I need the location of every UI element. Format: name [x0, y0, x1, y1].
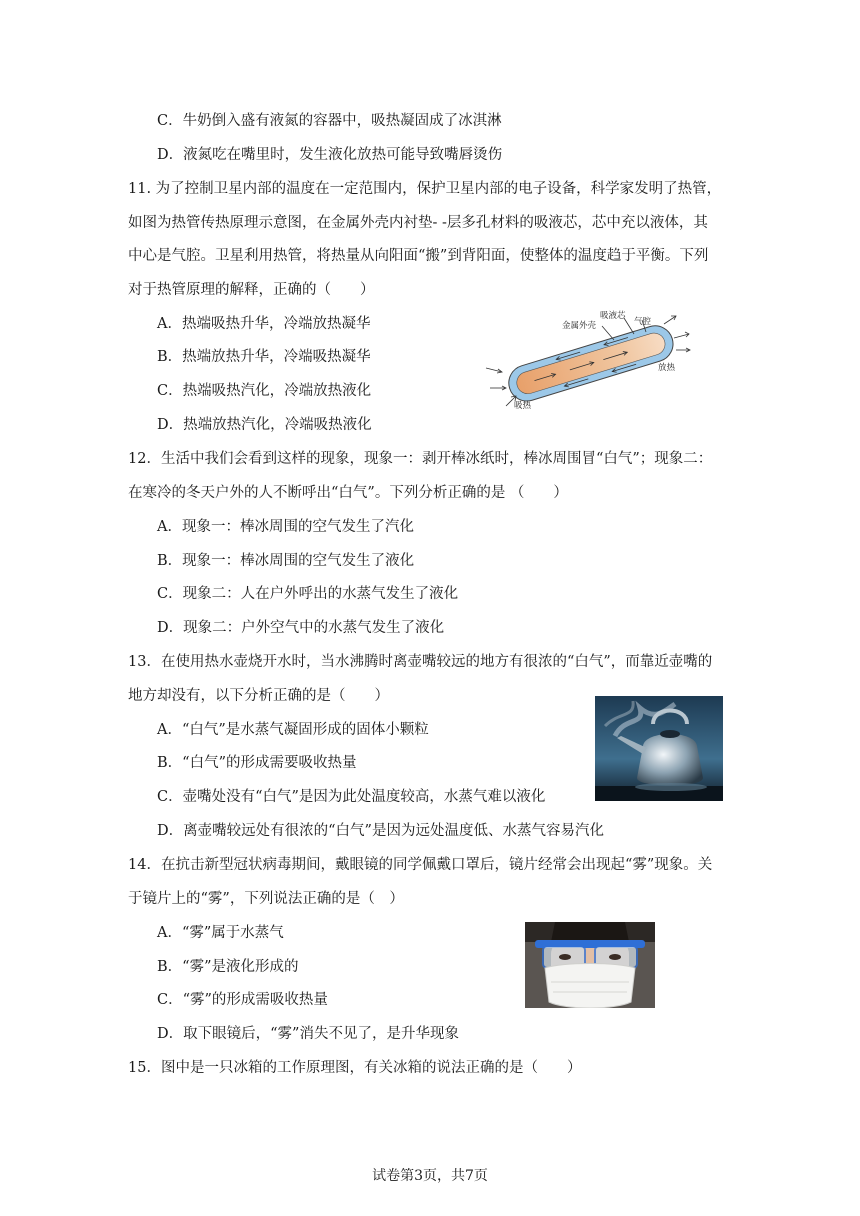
q14-option-b: B．“雾”是液化形成的: [157, 959, 299, 975]
q13-stem-line-2: 地方却没有，以下分析正确的是（ ）: [128, 688, 389, 704]
label-heat-absorb: 吸热: [514, 401, 532, 411]
q12-option-c: C．现象二：人在户外呼出的水蒸气发生了液化: [157, 586, 459, 602]
q10-option-c: C．牛奶倒入盛有液氮的容器中，吸热凝固成了冰淇淋: [157, 113, 502, 129]
label-metal-shell: 金属外壳: [562, 321, 597, 331]
q12-option-d: D．现象二：户外空气中的水蒸气发生了液化: [157, 620, 445, 636]
q11-option-c: C．热端吸热汽化，冷端放热液化: [157, 383, 372, 399]
q11-stem-line-2: 如图为热管传热原理示意图，在金属外壳内衬垫- -层多孔材料的吸液芯，芯中充以液体，其: [128, 215, 708, 231]
label-heat-release: 放热: [658, 363, 676, 373]
q13-option-c: C．壶嘴处没有“白气”是因为此处温度较高，水蒸气难以液化: [157, 789, 546, 805]
q14-stem-line-2: 于镜片上的“雾”，下列说法正确的是（ ）: [128, 891, 404, 907]
q12-stem-line-1: 12．生活中我们会看到这样的现象，现象一：剥开棒冰纸时，棒冰周围冒“白气”；现象二：: [128, 451, 713, 467]
q12-option-b: B．现象一：棒冰周围的空气发生了液化: [157, 553, 415, 569]
q14-option-d: D．取下眼镜后，“雾”消失不见了，是升华现象: [157, 1026, 459, 1042]
q11-stem-line-4: 对于热管原理的解释，正确的（ ）: [128, 282, 375, 298]
q10-option-d: D．液氮吃在嘴里时，发生液化放热可能导致嘴唇烫伤: [157, 147, 503, 163]
label-wick: 吸液芯: [600, 311, 626, 321]
q11-option-d: D．热端放热汽化，冷端吸热液化: [157, 417, 372, 433]
q13-stem-line-1: 13．在使用热水壶烧开水时，当水沸腾时离壶嘴较远的地方有很浓的“白气”，而靠近壶嘴的: [128, 654, 713, 670]
heat-pipe-diagram: [484, 308, 694, 413]
q11-stem-line-1: 11. 为了控制卫星内部的温度在一定范围内，保护卫星内部的电子设备，科学家发明了热管，: [128, 181, 722, 197]
q13-option-a: A．“白气”是水蒸气凝固形成的固体小颗粒: [157, 722, 429, 738]
q12-option-a: A．现象一：棒冰周围的空气发生了汽化: [157, 519, 414, 535]
q14-option-a: A．“雾”属于水蒸气: [157, 925, 284, 941]
q13-option-b: B．“白气”的形成需要吸收热量: [157, 755, 357, 771]
q11-stem-line-3: 中心是气腔。卫星利用热管，将热量从向阳面“搬”到背阳面，使整体的温度趋于平衡。下列: [128, 248, 709, 264]
q13-option-d: D．离壶嘴较远处有很浓的“白气”是因为远处温度低、水蒸气容易汽化: [157, 823, 604, 839]
page-footer: 试卷第3页，共7页: [372, 1168, 488, 1184]
kettle-photo: [595, 696, 723, 801]
label-vapor-cavity: 气腔: [634, 317, 652, 327]
q15-stem-line-1: 15．图中是一只冰箱的工作原理图，有关冰箱的说法正确的是（ ）: [128, 1060, 582, 1076]
q12-stem-line-2: 在寒冷的冬天户外的人不断呼出“白气”。下列分析正确的是 （ ）: [128, 485, 568, 501]
q11-option-a: A．热端吸热升华，冷端放热凝华: [157, 316, 371, 332]
q14-option-c: C．“雾”的形成需吸收热量: [157, 992, 328, 1008]
q11-option-b: B．热端放热升华，冷端吸热凝华: [157, 349, 371, 365]
q14-stem-line-1: 14．在抗击新型冠状病毒期间，戴眼镜的同学佩戴口罩后，镜片经常会出现起“雾”现象。关: [128, 857, 713, 873]
glasses-mask-photo: [525, 922, 655, 1008]
